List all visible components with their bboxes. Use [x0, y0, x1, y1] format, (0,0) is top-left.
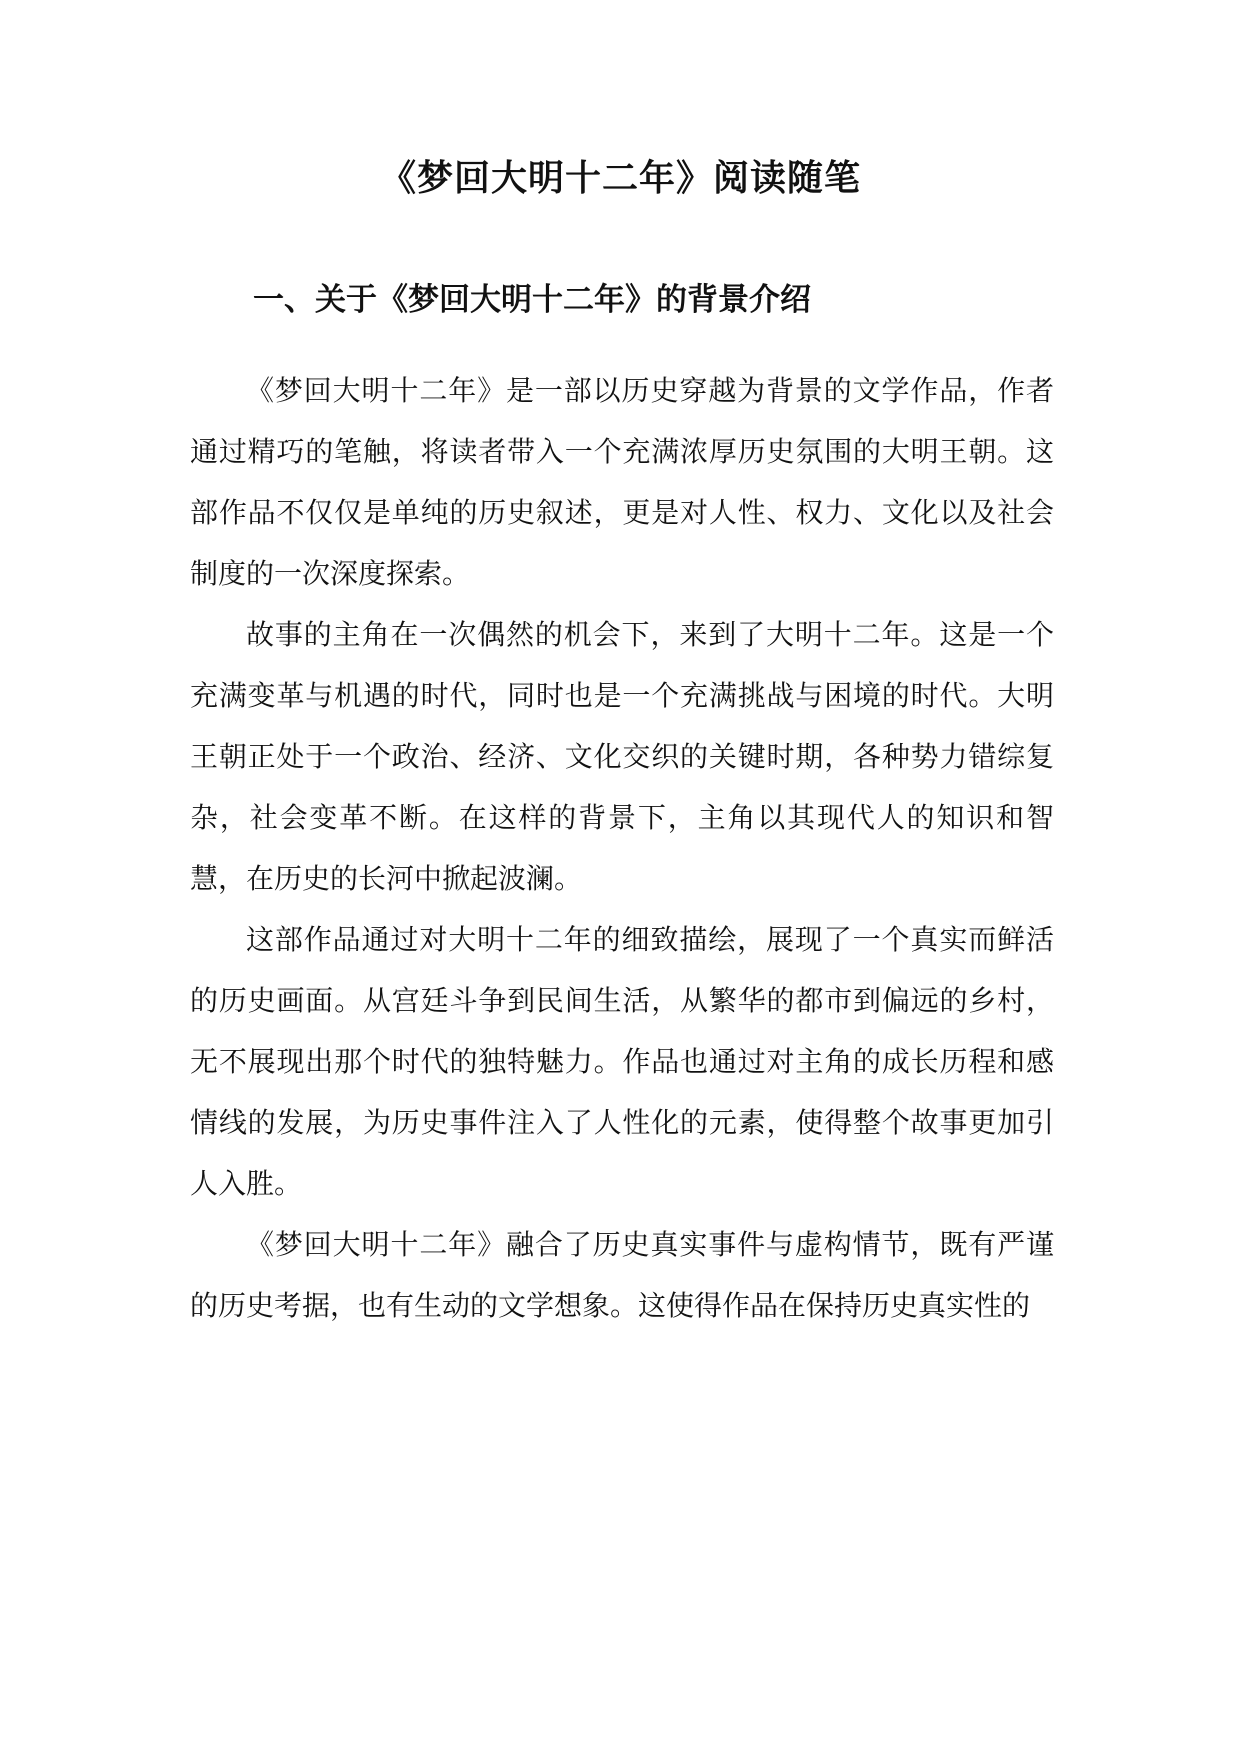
- paragraph: 《梦回大明十二年》融合了历史真实事件与虚构情节，既有严谨的历史考据，也有生动的文学想象。这使得作品在保持历史真实性的: [190, 1228, 1054, 1322]
- section-body: [190, 360, 1054, 1336]
- paragraph: 这部作品通过对大明十二年的细致描绘，展现了一个真实而鲜活的历史画面。从宫廷斗争到民间生活，从繁华的都市到偏远的乡村，无不展现出那个时代的独特魅力。作品也通过对主角的成长历程和感情线的发展，为历史事件注入了人性化的元素，使得整个故事更加引人入胜。: [190, 923, 1054, 1200]
- paragraph: 《梦回大明十二年》是一部以历史穿越为背景的文学作品，作者通过精巧的笔触，将读者带入一个充满浓厚历史氛围的大明王朝。这部作品不仅仅是单纯的历史叙述，更是对人性、权力、文化以及社会制度的一次深度探索。: [190, 374, 1054, 590]
- section-heading: 一、关于《梦回大明十二年》的背景介绍: [253, 282, 811, 318]
- paragraph: 故事的主角在一次偶然的机会下，来到了大明十二年。这是一个充满变革与机遇的时代，同时也是一个充满挑战与困境的时代。大明王朝正处于一个政治、经济、文化交织的关键时期，各种势力错综复杂，社会变革不断。在这样的背景下，主角以其现代人的知识和智慧，在历史的长河中掀起波澜。: [190, 618, 1054, 895]
- document-title: 《梦回大明十二年》阅读随笔: [379, 157, 861, 199]
